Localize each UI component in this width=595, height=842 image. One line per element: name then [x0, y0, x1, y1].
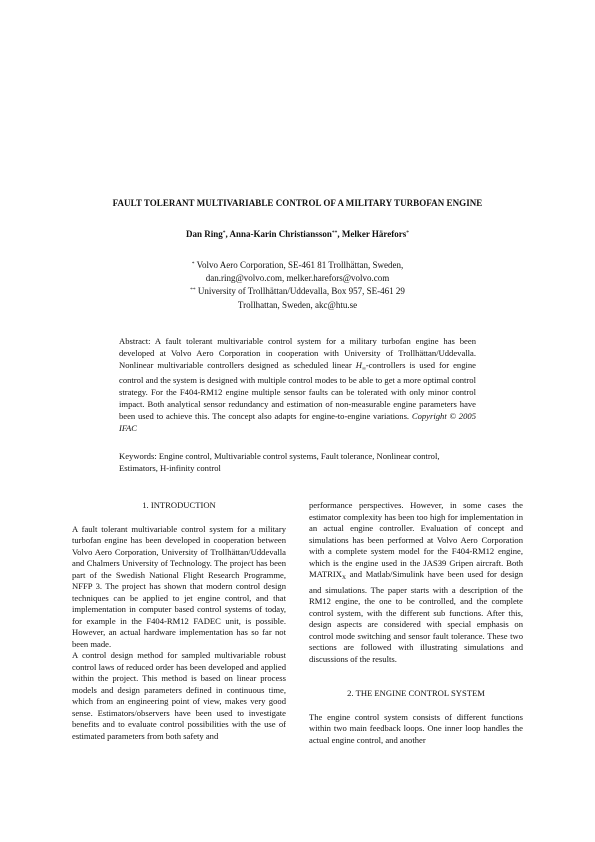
abstract-text-part: -controllers is used for engine control and the system is designed with multiple control modes to be able to get a more optimal control strategy. For the F404-RM12 engine multiple sensor faults can be tolerated with only minor control impact. Both analytical sensor redundancy and estimation of non-measurable engine parameters have been used to achieve this. The concept also adapts for engine-to-engine variations. — [119, 359, 476, 421]
section-spacer — [309, 665, 523, 688]
author-list — [0, 229, 595, 239]
author-name: Melker Härefors — [341, 229, 407, 239]
affiliation-mark: * — [191, 261, 195, 267]
right-column — [309, 500, 523, 746]
matrix-subscript: X — [341, 575, 346, 581]
affiliation-text: University of Trollhättan/Uddevalla, Box 957, SE-461 29 — [195, 286, 405, 297]
body-paragraph: The engine control system consists of different functions within two main feedback loops. One inner loop handles the actual engine control, and another — [309, 711, 523, 745]
body-paragraph: A control design method for sampled multivariable robust control laws of reduced order has been developed and applied within the project. This method is based on linear process models and design parameters defined in continuous time, which from an engineering point of view, makes very good sense. Estimators/observers have been used to investigate benefits and to evaluate control possibilities with the use of estimated parameters from both safety and — [72, 650, 286, 741]
affiliation-mark: ** — [190, 287, 196, 294]
author-name: Anna-Karin Christiansson — [229, 229, 332, 239]
author-separator: , — [337, 229, 342, 239]
keywords: Keywords: Engine control, Multivariable control systems, Fault tolerance, Nonlinear control, Estimators, H-infinity control — [119, 451, 440, 473]
section-heading: 2. THE ENGINE CONTROL SYSTEM — [347, 688, 485, 698]
author-mark: ** — [331, 230, 338, 236]
affiliation-line — [0, 284, 595, 297]
affiliation-line — [0, 258, 595, 271]
paper-title: FAULT TOLERANT MULTIVARIABLE CONTROL OF A MILITARY TURBOFAN ENGINE — [112, 198, 483, 208]
h-infinity-symbol: H — [355, 359, 362, 370]
section-heading: 1. INTRODUCTION — [142, 500, 216, 510]
body-text-part: and Matlab/Simulink have been used for design and simulations. The paper starts with a description of the RM12 engine, the one to be controlled, and the complete control system, with the different sub functions. After this, design aspects are considered with special emphasis on control mode switching and sensor fault tolerance. These two sections are followed with illustrating simulations and discussions of the results. — [309, 569, 523, 664]
affiliation-text: dan.ring@volvo.com, melker.harefors@volvo.com — [205, 273, 390, 284]
author-mark: * — [406, 230, 409, 236]
affiliation-line — [0, 271, 595, 284]
abstract-text-part: Abstract: A fault tolerant multivariable control system for a military turbofan engine has been developed at Volvo Aero Corporation in cooperation with University of Trollhättan/Uddevalla. Nonlinear multivariable controllers designed as scheduled linear — [119, 336, 476, 370]
left-column — [72, 500, 286, 742]
affiliation-text: Volvo Aero Corporation, SE-461 81 Trollhättan, Sweden, — [194, 260, 404, 270]
author-mark: * — [222, 230, 226, 236]
affiliation-line — [0, 298, 595, 311]
affiliations — [0, 258, 595, 311]
author-name: Dan Ring — [186, 229, 223, 239]
affiliation-text: Trollhattan, Sweden, akc@htu.se — [237, 299, 358, 310]
body-text-part: performance perspectives. However, in some cases the estimator complexity has been too high for implementation in an actual engine controller. Evaluation of concept and simulations has been performed at Volvo Aero Corporation with a complete system model for the F404-RM12 engine, which is the engine used in the JAS39 Gripen aircraft. Both MATRIX — [309, 500, 523, 579]
copyright-notice: Copyright © 2005 IFAC — [119, 410, 476, 433]
abstract — [119, 336, 476, 434]
author-separator: , — [225, 229, 230, 239]
body-paragraph — [309, 500, 523, 665]
body-paragraph: A fault tolerant multivariable control system for a military turbofan engine has been developed in cooperation between Volvo Aero Corporation, University of Trollhättan/Uddevalla and Chalmers University of Technology. The project has been part of the Swedish National Flight Research Programme, NFFP 3. The project has shown that modern control design techniques can be applied to jet engine control, and that implementation in computer based control systems of today, for example in the F404-RM12 FADEC unit, is possible. However, an actual hardware implementation has so far not been made. — [72, 523, 286, 649]
h-infinity-subscript: ∞ — [361, 365, 366, 372]
